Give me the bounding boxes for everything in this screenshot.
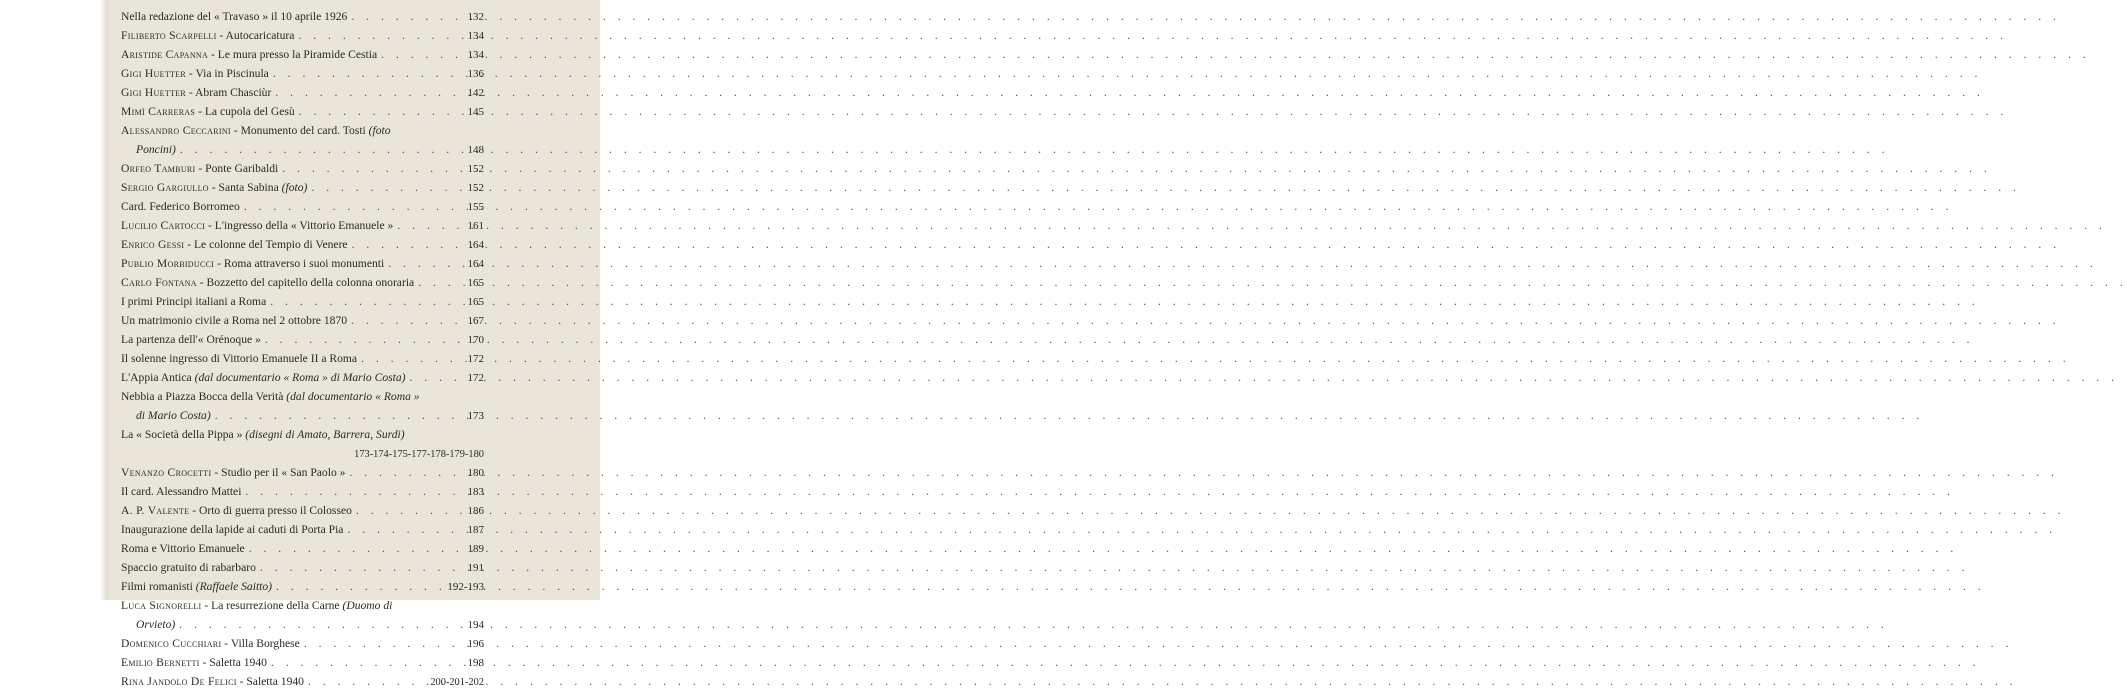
entry-title: - La resurrezione della Carne bbox=[201, 599, 343, 612]
entry-italic-note: Orvieto) bbox=[136, 618, 176, 631]
page-number: 194 bbox=[467, 619, 484, 631]
index-line bbox=[121, 330, 484, 349]
entry-author: Lucilio Cartocci bbox=[121, 219, 206, 232]
page-number: 187 bbox=[467, 524, 484, 536]
entry-title: - Santa Sabina bbox=[208, 181, 282, 194]
dot-leader bbox=[384, 254, 462, 273]
entry-text bbox=[121, 64, 269, 83]
entry-title: L'Appia Antica bbox=[121, 371, 195, 384]
page-number: 165 bbox=[467, 296, 484, 308]
page-number: 200-201-202 bbox=[430, 677, 484, 688]
dot-leader bbox=[307, 178, 462, 197]
illustrations-index bbox=[121, 7, 484, 691]
page-number: 180 bbox=[467, 467, 484, 479]
index-line bbox=[121, 64, 484, 83]
page-number: 172 bbox=[467, 372, 484, 384]
entry-text bbox=[121, 539, 245, 558]
entry-text bbox=[121, 520, 343, 539]
dot-leader bbox=[348, 235, 462, 254]
index-line bbox=[121, 349, 484, 368]
dot-leader bbox=[295, 102, 462, 121]
entry-title: - Villa Borghese bbox=[221, 637, 300, 650]
entry-text bbox=[136, 615, 175, 634]
index-line bbox=[121, 463, 484, 482]
entry-author: Gigi Huetter bbox=[121, 86, 187, 99]
entry-title: La partenza dell'« Orénoque » bbox=[121, 333, 261, 346]
entry-text bbox=[121, 387, 420, 406]
dot-leader bbox=[266, 292, 462, 311]
page-number: 155 bbox=[467, 201, 484, 213]
entry-title: - Le mura presso la Piramide Cestia bbox=[208, 48, 378, 61]
entry-text bbox=[121, 178, 307, 197]
page-number: 170 bbox=[467, 334, 484, 346]
index-line bbox=[121, 634, 484, 653]
page-number: 167 bbox=[467, 315, 484, 327]
entry-title: - Le colonne del Tempio di Venere bbox=[184, 238, 348, 251]
entry-title: Nella redazione del « Travaso » il 10 aprile 1926 bbox=[121, 10, 348, 23]
index-entry bbox=[121, 482, 484, 501]
index-entry bbox=[121, 7, 484, 26]
index-entry bbox=[121, 292, 484, 311]
index-entry bbox=[121, 273, 484, 292]
dot-leader bbox=[271, 83, 462, 102]
entry-text bbox=[121, 83, 271, 102]
entry-author: Alessandro Ceccarini bbox=[121, 124, 231, 137]
entry-title: - Studio per il « San Paolo » bbox=[211, 466, 346, 479]
index-line bbox=[121, 539, 484, 558]
index-entry bbox=[121, 463, 484, 482]
page-number: 142 bbox=[467, 87, 484, 99]
entry-text bbox=[121, 482, 241, 501]
dot-leader bbox=[345, 463, 462, 482]
page-number: 164 bbox=[467, 258, 484, 270]
entry-text bbox=[121, 292, 266, 311]
entry-author: Luca Signorelli bbox=[121, 599, 202, 612]
entry-text bbox=[121, 501, 352, 520]
entry-text bbox=[121, 653, 267, 672]
dot-leader bbox=[393, 216, 462, 235]
index-entry bbox=[121, 577, 484, 596]
index-entry bbox=[121, 102, 484, 121]
page-gutter bbox=[100, 0, 108, 600]
dot-leader bbox=[211, 406, 462, 425]
dot-leader bbox=[241, 482, 462, 501]
entry-text bbox=[121, 254, 384, 273]
index-line bbox=[121, 311, 484, 330]
page-number: 183 bbox=[467, 486, 484, 498]
index-line bbox=[121, 501, 484, 520]
index-entry bbox=[121, 159, 484, 178]
dot-leader bbox=[176, 140, 462, 159]
entry-author: Publio Morbiducci bbox=[121, 257, 215, 270]
page-number: 198 bbox=[467, 657, 484, 669]
dot-leader bbox=[343, 520, 462, 539]
index-line bbox=[121, 425, 484, 444]
index-line bbox=[121, 254, 484, 273]
dot-leader bbox=[240, 197, 462, 216]
page-number: 148 bbox=[467, 144, 484, 156]
entry-title: Roma e Vittorio Emanuele bbox=[121, 542, 245, 555]
page-number: 134 bbox=[467, 49, 484, 61]
page-number: 164 bbox=[467, 239, 484, 251]
entry-title: La « Società della Pippa » bbox=[121, 428, 246, 441]
index-line bbox=[121, 482, 484, 501]
index-entry bbox=[121, 83, 484, 102]
entry-title: - L'ingresso della « Vittorio Emanuele » bbox=[205, 219, 394, 232]
entry-author: Carlo Fontana bbox=[121, 276, 197, 289]
page-number: 152 bbox=[467, 163, 484, 175]
index-entry bbox=[121, 558, 484, 577]
entry-title: - Bozzetto del capitello della colonna onoraria bbox=[196, 276, 415, 289]
index-line bbox=[121, 178, 484, 197]
entry-author: Aristide Capanna bbox=[121, 48, 209, 61]
index-entry bbox=[121, 216, 484, 235]
index-line bbox=[121, 292, 484, 311]
entry-text bbox=[121, 45, 377, 64]
index-entry bbox=[121, 387, 484, 425]
index-line bbox=[121, 216, 484, 235]
index-line bbox=[121, 197, 484, 216]
index-line bbox=[121, 140, 484, 159]
entry-italic-note: (foto bbox=[368, 124, 391, 137]
entry-author: Domenico Cucchiari bbox=[121, 637, 222, 650]
page-number: 192-193 bbox=[447, 581, 484, 593]
entry-title: Nebbia a Piazza Bocca della Verità bbox=[121, 390, 287, 403]
entry-text bbox=[121, 330, 261, 349]
index-entry bbox=[121, 425, 484, 463]
entry-title: Un matrimonio civile a Roma nel 2 ottobre 1870 bbox=[121, 314, 348, 327]
page-number: 196 bbox=[467, 638, 484, 650]
index-line bbox=[121, 596, 484, 615]
index-line bbox=[121, 235, 484, 254]
dot-leader bbox=[357, 349, 462, 368]
entry-title: Spaccio gratuito di rabarbaro bbox=[121, 561, 256, 574]
entry-title: Il solenne ingresso di Vittorio Emanuele II a Roma bbox=[121, 352, 358, 365]
entry-text bbox=[121, 121, 391, 140]
index-entry bbox=[121, 178, 484, 197]
dot-leader bbox=[304, 672, 430, 691]
index-entry bbox=[121, 539, 484, 558]
dot-leader bbox=[347, 7, 462, 26]
index-entry bbox=[121, 121, 484, 159]
entry-author: Mimì Carreras bbox=[121, 105, 196, 118]
entry-title: - Saletta 1940 bbox=[199, 656, 267, 669]
entry-author: A. P. Valente bbox=[121, 504, 190, 517]
entry-title: I primi Principi italiani a Roma bbox=[121, 295, 267, 308]
dot-leader bbox=[414, 273, 462, 292]
index-line bbox=[121, 26, 484, 45]
entry-author: Gigi Huetter bbox=[121, 67, 187, 80]
page-number: 136 bbox=[467, 68, 484, 80]
index-entry bbox=[121, 197, 484, 216]
entry-title: - Orto di guerra presso il Colosseo bbox=[189, 504, 352, 517]
dot-leader bbox=[300, 634, 462, 653]
entry-text bbox=[121, 102, 295, 121]
dot-leader bbox=[278, 159, 462, 178]
page-number: 145 bbox=[467, 106, 484, 118]
dot-leader bbox=[261, 330, 462, 349]
index-entry bbox=[121, 596, 484, 634]
dot-leader bbox=[272, 577, 447, 596]
index-entry bbox=[121, 368, 484, 387]
entry-italic-note: (Duomo di bbox=[342, 599, 393, 612]
entry-title: - Monumento del card. Tosti bbox=[230, 124, 369, 137]
page-number: 173-174-175-177-178-179-180 bbox=[354, 449, 484, 460]
index-line bbox=[121, 273, 484, 292]
index-line bbox=[121, 672, 484, 691]
page-number: 172 bbox=[467, 353, 484, 365]
entry-author: Sergio Gargiullo bbox=[121, 181, 209, 194]
entry-text bbox=[121, 216, 393, 235]
index-line bbox=[121, 387, 484, 406]
entry-text bbox=[121, 368, 406, 387]
index-line bbox=[121, 83, 484, 102]
entry-text bbox=[121, 273, 414, 292]
page-number: 165 bbox=[467, 277, 484, 289]
dot-leader bbox=[267, 653, 462, 672]
dot-leader bbox=[269, 64, 462, 83]
entry-title: Filmi romanisti bbox=[121, 580, 196, 593]
entry-italic-note: Poncini) bbox=[136, 143, 176, 156]
entry-text bbox=[121, 577, 272, 596]
index-line bbox=[121, 577, 484, 596]
entry-title: Il card. Alessandro Mattei bbox=[121, 485, 242, 498]
index-entry bbox=[121, 501, 484, 520]
entry-text bbox=[121, 7, 347, 26]
entry-author: Filiberto Scarpelli bbox=[121, 29, 217, 42]
page-number: 134 bbox=[467, 30, 484, 42]
index-entry bbox=[121, 254, 484, 273]
entry-italic-note: (Raffaele Saitto) bbox=[195, 580, 273, 593]
dot-leader bbox=[406, 368, 462, 387]
entry-title: - Ponte Garibaldi bbox=[195, 162, 279, 175]
index-entry bbox=[121, 64, 484, 83]
entry-author: Emilio Bernetti bbox=[121, 656, 200, 669]
entry-author: Rina Jandolo De Felici bbox=[121, 675, 237, 688]
dot-leader bbox=[377, 45, 462, 64]
index-line bbox=[121, 121, 484, 140]
index-entry bbox=[121, 45, 484, 64]
entry-title: - Autocaricatura bbox=[216, 29, 295, 42]
entry-italic-note: di Mario Costa) bbox=[136, 409, 211, 422]
index-line bbox=[121, 102, 484, 121]
index-entry bbox=[121, 330, 484, 349]
entry-text bbox=[136, 406, 211, 425]
index-line bbox=[121, 520, 484, 539]
entry-text bbox=[121, 463, 345, 482]
entry-author: Orfeo Tamburi bbox=[121, 162, 196, 175]
page-number: 189 bbox=[467, 543, 484, 555]
entry-text bbox=[121, 596, 392, 615]
index-line bbox=[121, 159, 484, 178]
index-entry bbox=[121, 653, 484, 672]
entry-text bbox=[136, 140, 176, 159]
index-entry bbox=[121, 520, 484, 539]
entry-text bbox=[121, 235, 348, 254]
index-entry bbox=[121, 235, 484, 254]
entry-text bbox=[121, 672, 304, 691]
entry-text bbox=[121, 26, 294, 45]
entry-author: Venanzo Crocetti bbox=[121, 466, 212, 479]
dot-leader bbox=[294, 26, 462, 45]
index-entry bbox=[121, 634, 484, 653]
entry-italic-note: (disegni di Amato, Barrera, Surdi) bbox=[245, 428, 405, 441]
entry-italic-note: (dal documentario « Roma » bbox=[286, 390, 420, 403]
index-line bbox=[121, 444, 484, 463]
page-number: 173 bbox=[467, 410, 484, 422]
page-number: 191 bbox=[467, 562, 484, 574]
index-line bbox=[121, 653, 484, 672]
index-entry bbox=[121, 26, 484, 45]
index-line bbox=[121, 45, 484, 64]
entry-title: - Abram Chasciùr bbox=[186, 86, 272, 99]
entry-title: Card. Federico Borromeo bbox=[121, 200, 240, 213]
entry-title: Inaugurazione della lapide ai caduti di Porta Pia bbox=[121, 523, 344, 536]
dot-leader bbox=[347, 311, 462, 330]
entry-title: - Saletta 1940 bbox=[236, 675, 304, 688]
page-number: 186 bbox=[467, 505, 484, 517]
entry-italic-note: (dal documentario « Roma » di Mario Costa) bbox=[194, 371, 406, 384]
entry-text bbox=[121, 311, 347, 330]
page-number: 161 bbox=[467, 220, 484, 232]
index-entry bbox=[121, 349, 484, 368]
entry-italic-note: (foto) bbox=[281, 181, 308, 194]
dot-leader bbox=[256, 558, 462, 577]
dot-leader bbox=[245, 539, 462, 558]
entry-title: - Roma attraverso i suoi monumenti bbox=[214, 257, 385, 270]
entry-text bbox=[121, 159, 278, 178]
index-line bbox=[121, 558, 484, 577]
entry-text bbox=[121, 558, 256, 577]
entry-title: - La cupola del Gesù bbox=[195, 105, 295, 118]
page-number: 152 bbox=[467, 182, 484, 194]
entry-title: - Via in Piscinula bbox=[186, 67, 269, 80]
index-entry bbox=[121, 311, 484, 330]
entry-text bbox=[121, 634, 300, 653]
dot-leader bbox=[175, 615, 462, 634]
index-entry bbox=[121, 672, 484, 691]
entry-text bbox=[121, 349, 357, 368]
page-number: 132 bbox=[467, 11, 484, 23]
entry-text bbox=[121, 425, 405, 444]
index-line bbox=[121, 615, 484, 634]
entry-text bbox=[121, 197, 240, 216]
index-line bbox=[121, 406, 484, 425]
index-line bbox=[121, 7, 484, 26]
dot-leader bbox=[352, 501, 462, 520]
entry-author: Enrico Gessi bbox=[121, 238, 185, 251]
index-line bbox=[121, 368, 484, 387]
